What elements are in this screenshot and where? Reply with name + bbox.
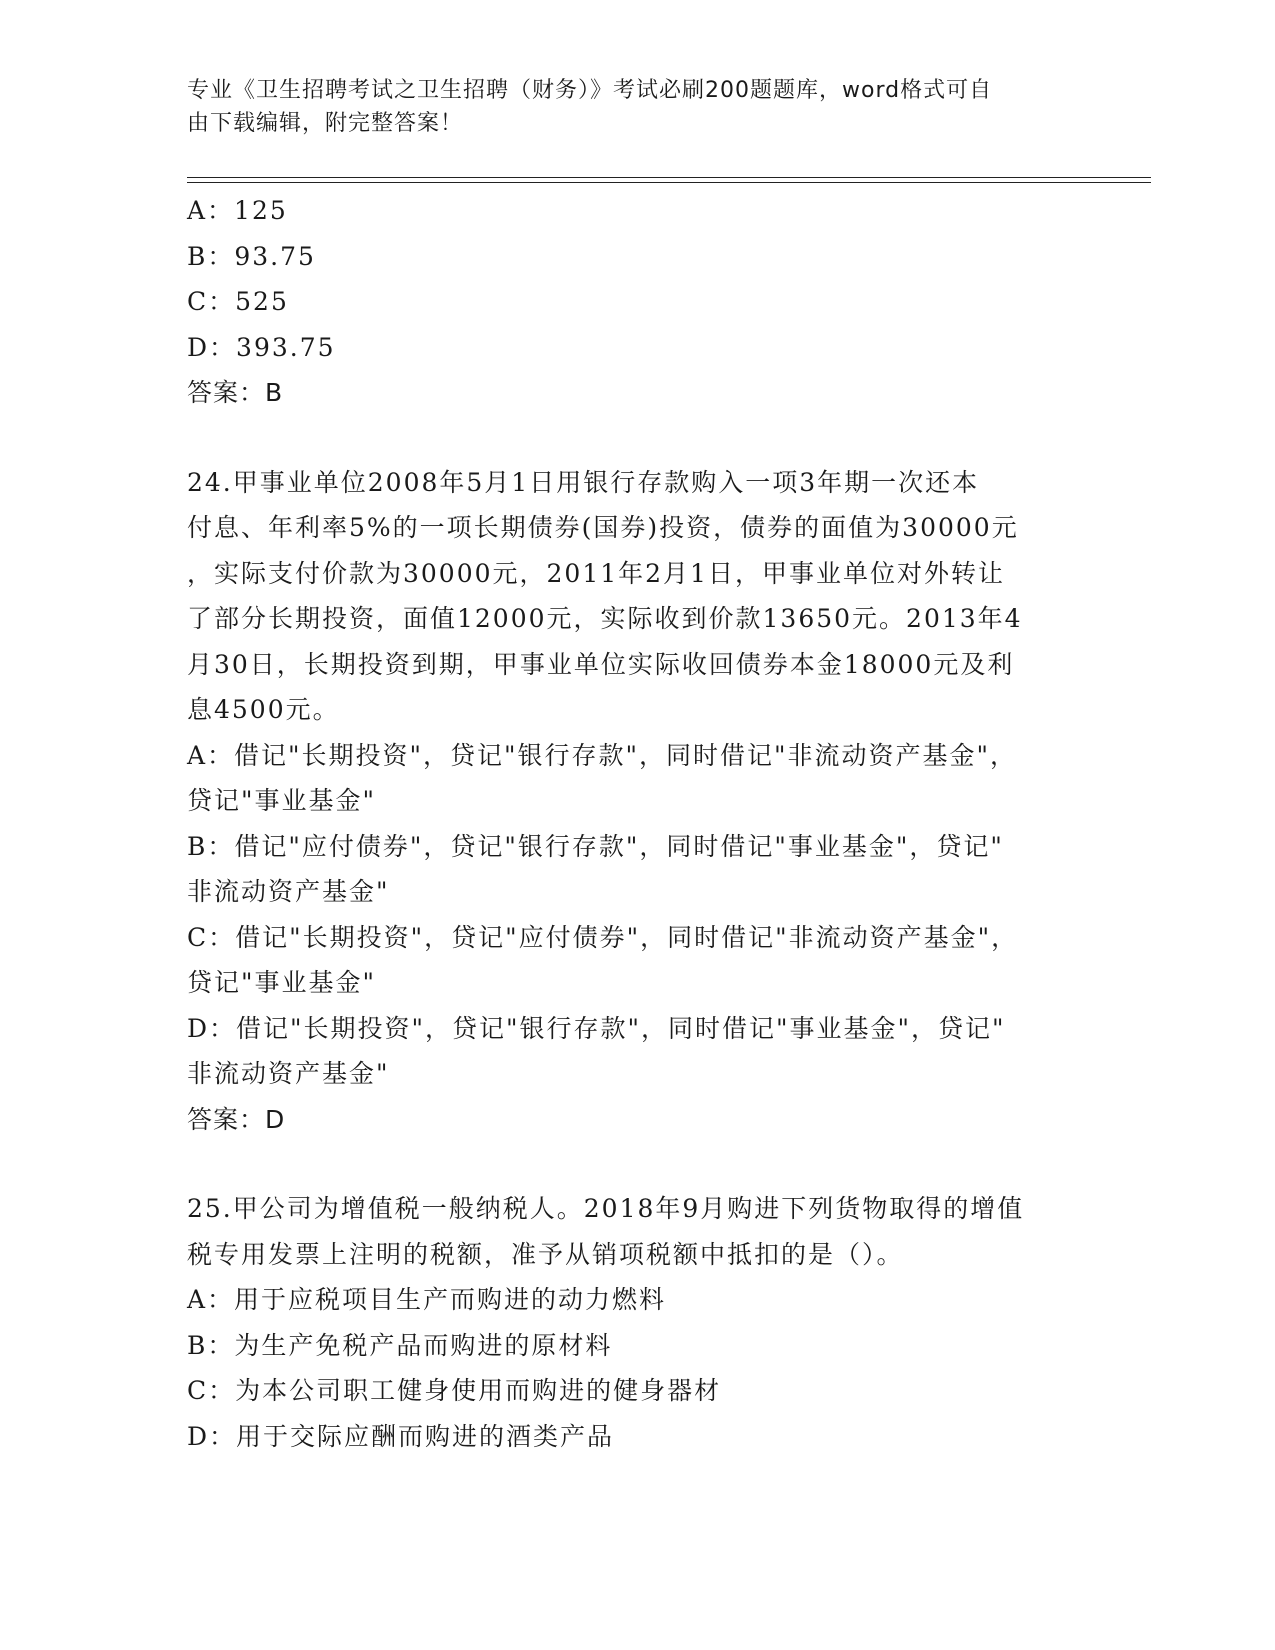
spacer (187, 1142, 1087, 1186)
q23-option-b: B：93.75 (187, 241, 316, 271)
header-rule-bottom (187, 182, 1151, 183)
q25-option-b: B：为生产免税产品而购进的原材料 (187, 1330, 613, 1360)
q23-option-a: A：125 (187, 196, 288, 225)
q24-option-a-cont: 贷记"事业基金" (187, 786, 376, 815)
q24-option-d-cont: 非流动资产基金" (187, 1059, 390, 1088)
q24-option-d: D：借记"长期投资"，贷记"银行存款"，同时借记"事业基金"，贷记" (187, 1013, 1006, 1043)
q24-stem-line: 付息、年利率5%的一项长期债券(国券)投资，债券的面值为30000元 (187, 513, 1019, 542)
q25-option-c: C：为本公司职工健身使用而购进的健身器材 (187, 1376, 722, 1405)
q24-option-b: B：借记"应付债券"，贷记"银行存款"，同时借记"事业基金"，贷记" (187, 831, 1004, 861)
question-23-block (187, 188, 1087, 416)
q24-stem-line: 了部分长期投资，面值12000元，实际收到价款13650元。2013年4 (187, 604, 1023, 633)
q25-stem-line: 税专用发票上注明的税额，准予从销项税额中抵扣的是（）。 (187, 1239, 904, 1269)
q23-option-c: C：525 (187, 287, 289, 316)
question-24-block (187, 460, 1087, 1143)
spacer (187, 416, 1087, 460)
q23-option-d: D：393.75 (187, 332, 336, 362)
q25-option-a: A：用于应税项目生产而购进的动力燃料 (187, 1285, 667, 1314)
header-rule-top (187, 177, 1151, 178)
q24-option-b-cont: 非流动资产基金" (187, 877, 390, 906)
q24-stem-line: 24.甲事业单位2008年5月1日用银行存款购入一项3年期一次还本 (187, 467, 980, 497)
q25-stem-line: 25.甲公司为增值税一般纳税人。2018年9月购进下列货物取得的增值 (187, 1194, 1025, 1223)
question-25-block (187, 1186, 1087, 1459)
q24-stem-line: 月30日，长期投资到期，甲事业单位实际收回债券本金18000元及利 (187, 649, 1015, 679)
q24-answer: 答案：D (187, 1104, 286, 1134)
question-content (187, 188, 1087, 1459)
page-header (187, 74, 1067, 140)
q24-option-a: A：借记"长期投资"，贷记"银行存款"，同时借记"非流动资产基金"， (187, 740, 1018, 770)
q24-stem-line: 息4500元。 (187, 695, 340, 724)
header-line-2: 由下载编辑，附完整答案！ (187, 111, 464, 136)
q24-option-c-cont: 贷记"事业基金" (187, 968, 376, 997)
q23-answer: 答案：B (187, 378, 284, 407)
q25-option-d: D：用于交际应酬而购进的酒类产品 (187, 1421, 615, 1451)
q24-stem-line: ，实际支付价款为30000元，2011年2月1日，甲事业单位对外转让 (187, 558, 1005, 588)
q24-option-c: C：借记"长期投资"，贷记"应付债券"，同时借记"非流动资产基金"， (187, 922, 1019, 952)
header-line-1: 专业《卫生招聘考试之卫生招聘（财务）》考试必刷200题题库，word格式可自 (187, 78, 993, 103)
